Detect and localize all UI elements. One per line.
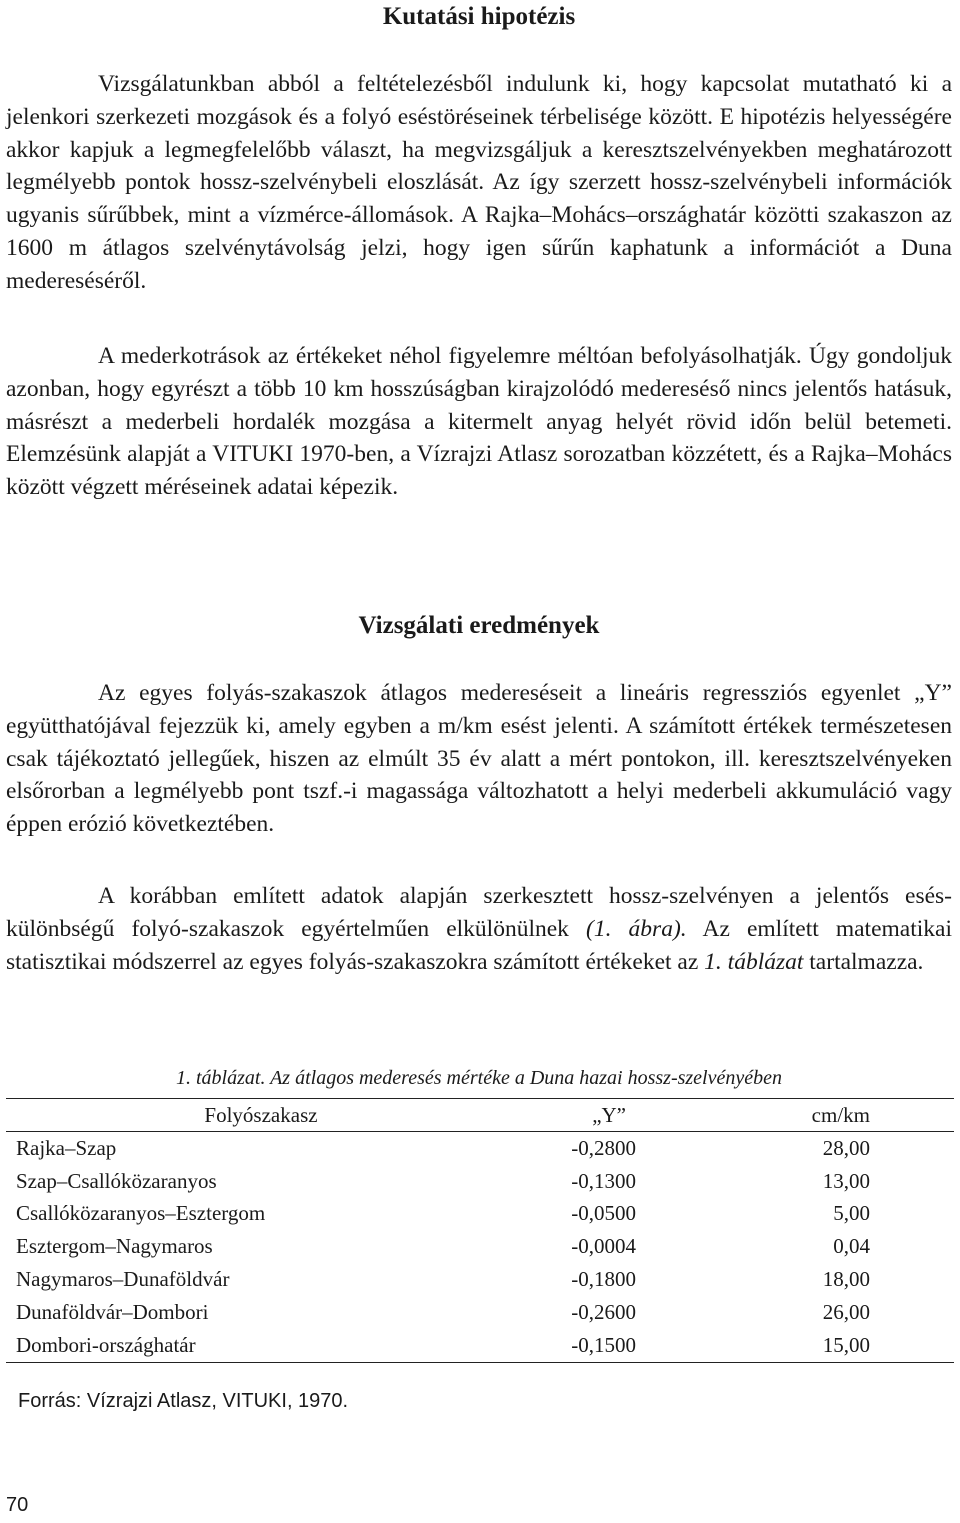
table-row [6,1263,954,1296]
slope-table [6,1098,954,1363]
table-header-row [6,1099,954,1132]
cell-section: Dombori-országhatár [6,1329,516,1362]
cell-y: -0,1500 [516,1329,636,1362]
table-row [6,1198,954,1231]
results-text-a: A korábban említett adatok alapján szerkesztett hossz-szelvényen a jelentős esés-különbségű folyó-szakaszok egyértelműen elkülönülnek [6,883,952,942]
cell-section: Esztergom–Nagymaros [16,1234,213,1259]
table-reference: 1. táblázat [704,948,804,975]
cell-cmkm: 5,00 [833,1201,870,1226]
table-row [6,1165,954,1198]
cell-section: Rajka–Szap [16,1135,117,1160]
header-cmkm: cm/km [636,1099,954,1132]
cell-section: Dunaföldvár–Dombori [16,1299,209,1324]
cell-cmkm: 26,00 [822,1299,870,1324]
page-number: 70 [6,1494,29,1516]
cell-y: -0,0500 [571,1201,636,1226]
table-row [6,1329,954,1362]
results-paragraph-2 [6,880,952,978]
cell-section: Nagymaros–Dunaföldvár [16,1267,230,1292]
results-text-c: tartalmazza. [803,948,924,975]
table-row [6,1132,954,1165]
results-text-b: Az említett matematikai statisztikai módszerrel az egyes folyás-szakaszokra számított értékeket az [6,915,952,975]
figure-reference: (1. ábra). [586,915,687,942]
table-caption: 1. táblázat. Az átlagos mederesés mértéke a Duna hazai hossz-szelvényében [175,1067,782,1089]
cell-section: Szap–Csallóközaranyos [16,1168,217,1193]
header-y: „Y” [516,1099,636,1132]
cell-y: -0,0004 [571,1234,636,1259]
cell-y: -0,1800 [571,1267,636,1292]
cell-cmkm: 28,00 [822,1135,870,1160]
section-title-results: Vizsgálati eredmények [358,612,600,639]
cell-cmkm: 15,00 [636,1329,954,1362]
hypothesis-paragraph-1: Vizsgálatunkban abból a feltételezésből indulunk ki, hogy kapcsolat mutatható ki a jelenkori szerkezeti mozgások és a folyó eséstöréseinek térbelisége között. E hipotézis helyességére akkor kapjuk a legmegfelelőbb választ, ha megvizsgáljuk a keresztszelvényekben meghatározott legmélyebb pontok hossz-szelvénybeli eloszlását. Az így szerzett hossz-szelvénybeli információk ugyanis sűrűbbek, mint a vízmérce-állomások. A Rajka–Mohács–országhatár közötti szakaszon az 1600 m átlagos szelvénytávolság jelzi, hogy igen sűrűn kaphatunk a információt a Duna medereséséről. [6,71,952,294]
results-paragraph-1: Az egyes folyás-szakaszok átlagos medereséseit a lineáris regressziós egyenlet „Y” együtthatójával fejezzük ki, amely egyben a m/km esést jelenti. A számított értékek természetesen csak tájékoztató jellegűek, hiszen az elmúlt 35 év alatt a mért pontokon, ill. keresztszelvényeken elsőrorban a legmélyebb pont tszf.-i magassága változhatott a helyi mederbeli akkumuláció vagy éppen erózió következtében. [6,680,952,838]
cell-y: -0,2600 [571,1299,636,1324]
cell-section: Csallóközaranyos–Esztergom [16,1201,266,1226]
table-row [6,1230,954,1263]
hypothesis-paragraph-2: A mederkotrások az értékeket néhol figyelemre méltóan befolyásolhatják. Úgy gondoljuk azonban, hogy egyrészt a több 10 km hosszúságban kirajzolódó medereséső nincs jelentős hatásuk, másrészt a mederbeli hordalék mozgása a kitermelt anyag helyét rövid időn belül betemeti. Elemzésünk alapját a VITUKI 1970-ben, a Vízrajzi Atlasz sorozatban közzétett, és a Rajka–Mohács között végzett méréseinek adatai képezik. [6,343,952,501]
table-row [6,1296,954,1329]
cell-cmkm: 13,00 [822,1168,870,1193]
section-title-hypothesis: Kutatási hipotézis [382,3,576,30]
cell-cmkm: 18,00 [822,1267,870,1292]
cell-cmkm: 0,04 [833,1234,870,1259]
table-source-note: Forrás: Vízrajzi Atlasz, VITUKI, 1970. [18,1390,349,1412]
cell-y: -0,1300 [571,1168,636,1193]
cell-y: -0,2800 [571,1135,636,1160]
header-section: Folyószakasz [6,1099,516,1132]
